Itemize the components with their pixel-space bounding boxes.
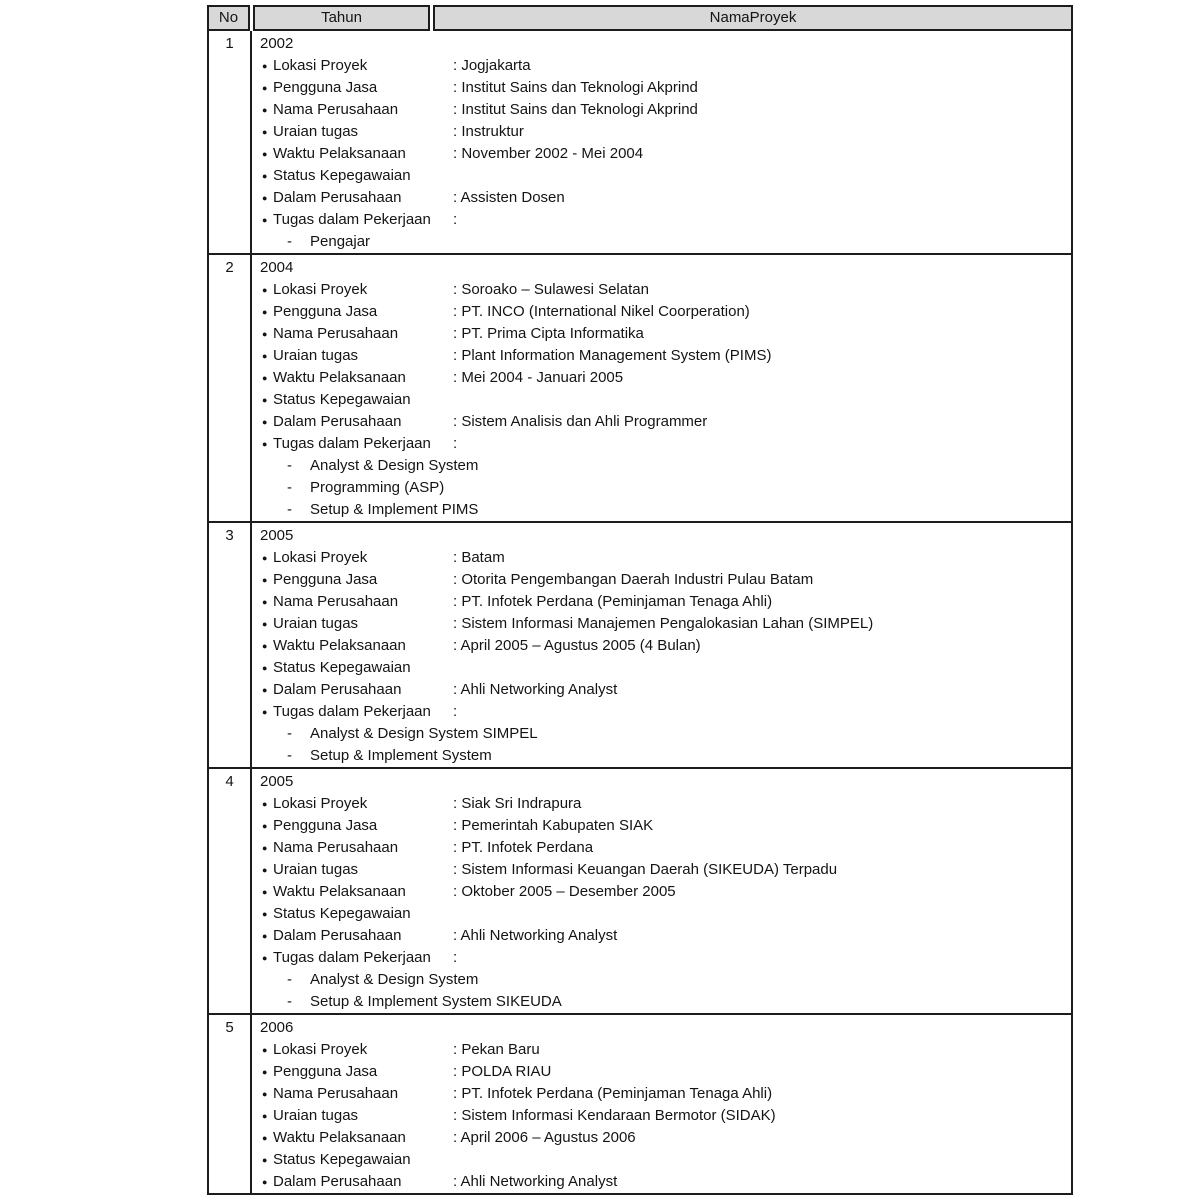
detail-label: Uraian tugas <box>273 347 359 364</box>
detail-line <box>260 345 1067 367</box>
detail-label: Status Kepegawaian <box>273 659 411 676</box>
detail-label: Pengguna Jasa <box>273 79 378 96</box>
detail-line <box>260 77 1067 99</box>
dash-icon: - <box>287 233 292 250</box>
detail-label: Pengguna Jasa <box>273 303 378 320</box>
detail-value: : <box>453 435 458 452</box>
detail-label: Nama Perusahaan <box>273 839 399 856</box>
detail-label: Waktu Pelaksanaan <box>273 1129 406 1146</box>
bullet-icon: ● <box>262 865 268 875</box>
detail-line <box>260 569 1067 591</box>
dash-icon: - <box>287 971 292 988</box>
detail-label: Lokasi Proyek <box>273 1041 368 1058</box>
table-body <box>207 31 1073 1195</box>
detail-value: : Jogjakarta <box>453 57 531 74</box>
detail-label: Tugas dalam Pekerjaan <box>273 703 431 720</box>
detail-value <box>453 389 1067 411</box>
bullet-icon: ● <box>262 707 268 717</box>
bullet-icon: ● <box>262 931 268 941</box>
detail-label: Lokasi Proyek <box>273 549 368 566</box>
bullet-icon: ● <box>262 395 268 405</box>
detail-value: : Ahli Networking Analyst <box>453 1173 618 1190</box>
detail-line <box>260 793 1067 815</box>
detail-value <box>453 165 1067 187</box>
detail-line <box>260 547 1067 569</box>
bullet-icon: ● <box>262 685 268 695</box>
row-number: 1 <box>209 31 252 253</box>
detail-value: : Pekan Baru <box>453 1041 540 1058</box>
detail-line <box>260 837 1067 859</box>
detail-value: : PT. Prima Cipta Informatika <box>453 325 644 342</box>
bullet-icon: ● <box>262 193 268 203</box>
column-header-tahun: Tahun <box>253 5 430 31</box>
detail-label: Waktu Pelaksanaan <box>273 637 406 654</box>
dash-icon: - <box>287 993 292 1010</box>
detail-line <box>260 301 1067 323</box>
detail-label: Waktu Pelaksanaan <box>273 883 406 900</box>
detail-line <box>260 903 1067 925</box>
detail-value: : Institut Sains dan Teknologi Akprind <box>453 79 698 96</box>
task-label: Setup & Implement System <box>310 747 492 764</box>
detail-line <box>260 1083 1067 1105</box>
detail-value: : Sistem Informasi Keuangan Daerah (SIKEUDA) Terpadu <box>453 861 838 878</box>
project-details-cell <box>252 769 1071 1013</box>
detail-label: Nama Perusahaan <box>273 1085 399 1102</box>
bullet-icon: ● <box>262 439 268 449</box>
detail-label: Uraian tugas <box>273 615 359 632</box>
bullet-icon: ● <box>262 663 268 673</box>
project-details-cell <box>252 1015 1071 1193</box>
detail-line <box>260 209 1067 231</box>
detail-line <box>260 859 1067 881</box>
detail-value <box>453 657 1067 679</box>
task-line <box>260 477 1067 499</box>
bullet-icon: ● <box>262 597 268 607</box>
project-year: 2002 <box>260 35 294 52</box>
bullet-icon: ● <box>262 953 268 963</box>
bullet-icon: ● <box>262 641 268 651</box>
bullet-icon: ● <box>262 307 268 317</box>
bullet-icon: ● <box>262 61 268 71</box>
bullet-icon: ● <box>262 1133 268 1143</box>
bullet-icon: ● <box>262 887 268 897</box>
detail-line <box>260 613 1067 635</box>
bullet-icon: ● <box>262 821 268 831</box>
project-history-table <box>207 5 1073 1195</box>
bullet-icon: ● <box>262 799 268 809</box>
task-line <box>260 455 1067 477</box>
detail-value: : POLDA RIAU <box>453 1063 552 1080</box>
bullet-icon: ● <box>262 909 268 919</box>
bullet-icon: ● <box>262 215 268 225</box>
dash-icon: - <box>287 457 292 474</box>
detail-label: Lokasi Proyek <box>273 281 368 298</box>
detail-label: Dalam Perusahaan <box>273 413 402 430</box>
detail-label: Dalam Perusahaan <box>273 1173 402 1190</box>
detail-value: : Batam <box>453 549 505 566</box>
bullet-icon: ● <box>262 285 268 295</box>
detail-label: Dalam Perusahaan <box>273 927 402 944</box>
detail-label: Status Kepegawaian <box>273 1151 411 1168</box>
detail-line <box>260 1171 1067 1193</box>
row-number: 3 <box>209 523 252 767</box>
detail-value: : Sistem Informasi Kendaraan Bermotor (SIDAK) <box>453 1107 776 1124</box>
detail-label: Pengguna Jasa <box>273 1063 378 1080</box>
detail-line <box>260 925 1067 947</box>
detail-line <box>260 323 1067 345</box>
detail-value: : <box>453 949 458 966</box>
task-label: Analyst & Design System <box>310 457 479 474</box>
detail-value: : Otorita Pengembangan Daerah Industri Pulau Batam <box>453 571 814 588</box>
detail-label: Pengguna Jasa <box>273 571 378 588</box>
detail-line <box>260 165 1067 187</box>
detail-line <box>260 433 1067 455</box>
task-label: Pengajar <box>310 233 371 250</box>
detail-line <box>260 99 1067 121</box>
detail-value: : April 2005 – Agustus 2005 (4 Bulan) <box>453 637 701 654</box>
detail-line <box>260 367 1067 389</box>
detail-line <box>260 411 1067 433</box>
detail-label: Tugas dalam Pekerjaan <box>273 211 431 228</box>
task-label: Setup & Implement System SIKEUDA <box>310 993 562 1010</box>
detail-value: : Oktober 2005 – Desember 2005 <box>453 883 676 900</box>
detail-line <box>260 881 1067 903</box>
detail-line <box>260 55 1067 77</box>
detail-line <box>260 815 1067 837</box>
project-year: 2004 <box>260 259 294 276</box>
detail-value: : Assisten Dosen <box>453 189 565 206</box>
project-year: 2005 <box>260 527 294 544</box>
bullet-icon: ● <box>262 83 268 93</box>
detail-value: : Ahli Networking Analyst <box>453 927 618 944</box>
detail-label: Status Kepegawaian <box>273 905 411 922</box>
detail-line <box>260 389 1067 411</box>
bullet-icon: ● <box>262 1111 268 1121</box>
table-row <box>209 255 1071 523</box>
row-number: 5 <box>209 1015 252 1193</box>
bullet-icon: ● <box>262 417 268 427</box>
bullet-icon: ● <box>262 1177 268 1187</box>
dash-icon: - <box>287 747 292 764</box>
task-label: Setup & Implement PIMS <box>310 501 479 518</box>
column-header-namaproyek: NamaProyek <box>433 5 1073 31</box>
detail-label: Nama Perusahaan <box>273 593 399 610</box>
detail-line <box>260 1105 1067 1127</box>
detail-value: : Mei 2004 - Januari 2005 <box>453 369 624 386</box>
detail-label: Status Kepegawaian <box>273 167 411 184</box>
detail-line <box>260 1127 1067 1149</box>
bullet-icon: ● <box>262 149 268 159</box>
bullet-icon: ● <box>262 1045 268 1055</box>
project-year: 2005 <box>260 773 294 790</box>
detail-value: : Pemerintah Kabupaten SIAK <box>453 817 654 834</box>
detail-label: Status Kepegawaian <box>273 391 411 408</box>
column-header-no: No <box>207 5 250 31</box>
bullet-icon: ● <box>262 105 268 115</box>
bullet-icon: ● <box>262 171 268 181</box>
bullet-icon: ● <box>262 575 268 585</box>
table-row <box>209 31 1071 255</box>
dash-icon: - <box>287 725 292 742</box>
bullet-icon: ● <box>262 843 268 853</box>
detail-line <box>260 947 1067 969</box>
detail-label: Pengguna Jasa <box>273 817 378 834</box>
table-header-row <box>207 5 1073 31</box>
task-line <box>260 991 1067 1013</box>
detail-label: Lokasi Proyek <box>273 57 368 74</box>
detail-line <box>260 279 1067 301</box>
bullet-icon: ● <box>262 1089 268 1099</box>
detail-value: : Institut Sains dan Teknologi Akprind <box>453 101 698 118</box>
table-row <box>209 769 1071 1015</box>
detail-value: : Sistem Analisis dan Ahli Programmer <box>453 413 708 430</box>
detail-label: Tugas dalam Pekerjaan <box>273 949 431 966</box>
table-row <box>209 523 1071 769</box>
bullet-icon: ● <box>262 619 268 629</box>
task-line <box>260 745 1067 767</box>
detail-line <box>260 701 1067 723</box>
detail-label: Waktu Pelaksanaan <box>273 369 406 386</box>
row-number: 4 <box>209 769 252 1013</box>
detail-line <box>260 1149 1067 1171</box>
task-label: Programming (ASP) <box>310 479 445 496</box>
detail-label: Uraian tugas <box>273 861 359 878</box>
detail-value: : Siak Sri Indrapura <box>453 795 582 812</box>
task-label: Analyst & Design System <box>310 971 479 988</box>
dash-icon: - <box>287 501 292 518</box>
task-line <box>260 231 1067 253</box>
detail-value: : PT. Infotek Perdana (Peminjaman Tenaga Ahli) <box>453 593 773 610</box>
task-line <box>260 499 1067 521</box>
project-details-cell <box>252 255 1071 521</box>
detail-value: : PT. Infotek Perdana <box>453 839 594 856</box>
detail-label: Dalam Perusahaan <box>273 189 402 206</box>
detail-value: : Soroako – Sulawesi Selatan <box>453 281 649 298</box>
bullet-icon: ● <box>262 127 268 137</box>
bullet-icon: ● <box>262 351 268 361</box>
detail-value: : Sistem Informasi Manajemen Pengalokasian Lahan (SIMPEL) <box>453 615 874 632</box>
detail-line <box>260 121 1067 143</box>
detail-label: Nama Perusahaan <box>273 325 399 342</box>
detail-label: Nama Perusahaan <box>273 101 399 118</box>
detail-value: : <box>453 703 458 720</box>
dash-icon: - <box>287 479 292 496</box>
detail-value: : November 2002 - Mei 2004 <box>453 145 644 162</box>
bullet-icon: ● <box>262 373 268 383</box>
detail-label: Waktu Pelaksanaan <box>273 145 406 162</box>
bullet-icon: ● <box>262 1067 268 1077</box>
row-number: 2 <box>209 255 252 521</box>
detail-label: Tugas dalam Pekerjaan <box>273 435 431 452</box>
detail-line <box>260 1039 1067 1061</box>
detail-line <box>260 679 1067 701</box>
detail-value: : <box>453 211 458 228</box>
detail-label: Lokasi Proyek <box>273 795 368 812</box>
task-label: Analyst & Design System SIMPEL <box>310 725 538 742</box>
detail-value: : Ahli Networking Analyst <box>453 681 618 698</box>
detail-line <box>260 635 1067 657</box>
detail-label: Dalam Perusahaan <box>273 681 402 698</box>
detail-value: : PT. Infotek Perdana (Peminjaman Tenaga Ahli) <box>453 1085 773 1102</box>
detail-line <box>260 187 1067 209</box>
detail-line <box>260 143 1067 165</box>
detail-line <box>260 1061 1067 1083</box>
task-line <box>260 723 1067 745</box>
bullet-icon: ● <box>262 329 268 339</box>
detail-value: : April 2006 – Agustus 2006 <box>453 1129 636 1146</box>
project-details-cell <box>252 31 1071 253</box>
table-row <box>209 1015 1071 1195</box>
project-details-cell <box>252 523 1071 767</box>
detail-label: Uraian tugas <box>273 1107 359 1124</box>
bullet-icon: ● <box>262 553 268 563</box>
detail-label: Uraian tugas <box>273 123 359 140</box>
detail-line <box>260 591 1067 613</box>
bullet-icon: ● <box>262 1155 268 1165</box>
detail-line <box>260 657 1067 679</box>
project-year: 2006 <box>260 1019 294 1036</box>
detail-value <box>453 903 1067 925</box>
detail-value: : PT. INCO (International Nikel Coorperation) <box>453 303 750 320</box>
detail-value: : Plant Information Management System (PIMS) <box>453 347 772 364</box>
detail-value <box>453 1149 1067 1171</box>
detail-value: : Instruktur <box>453 123 524 140</box>
task-line <box>260 969 1067 991</box>
